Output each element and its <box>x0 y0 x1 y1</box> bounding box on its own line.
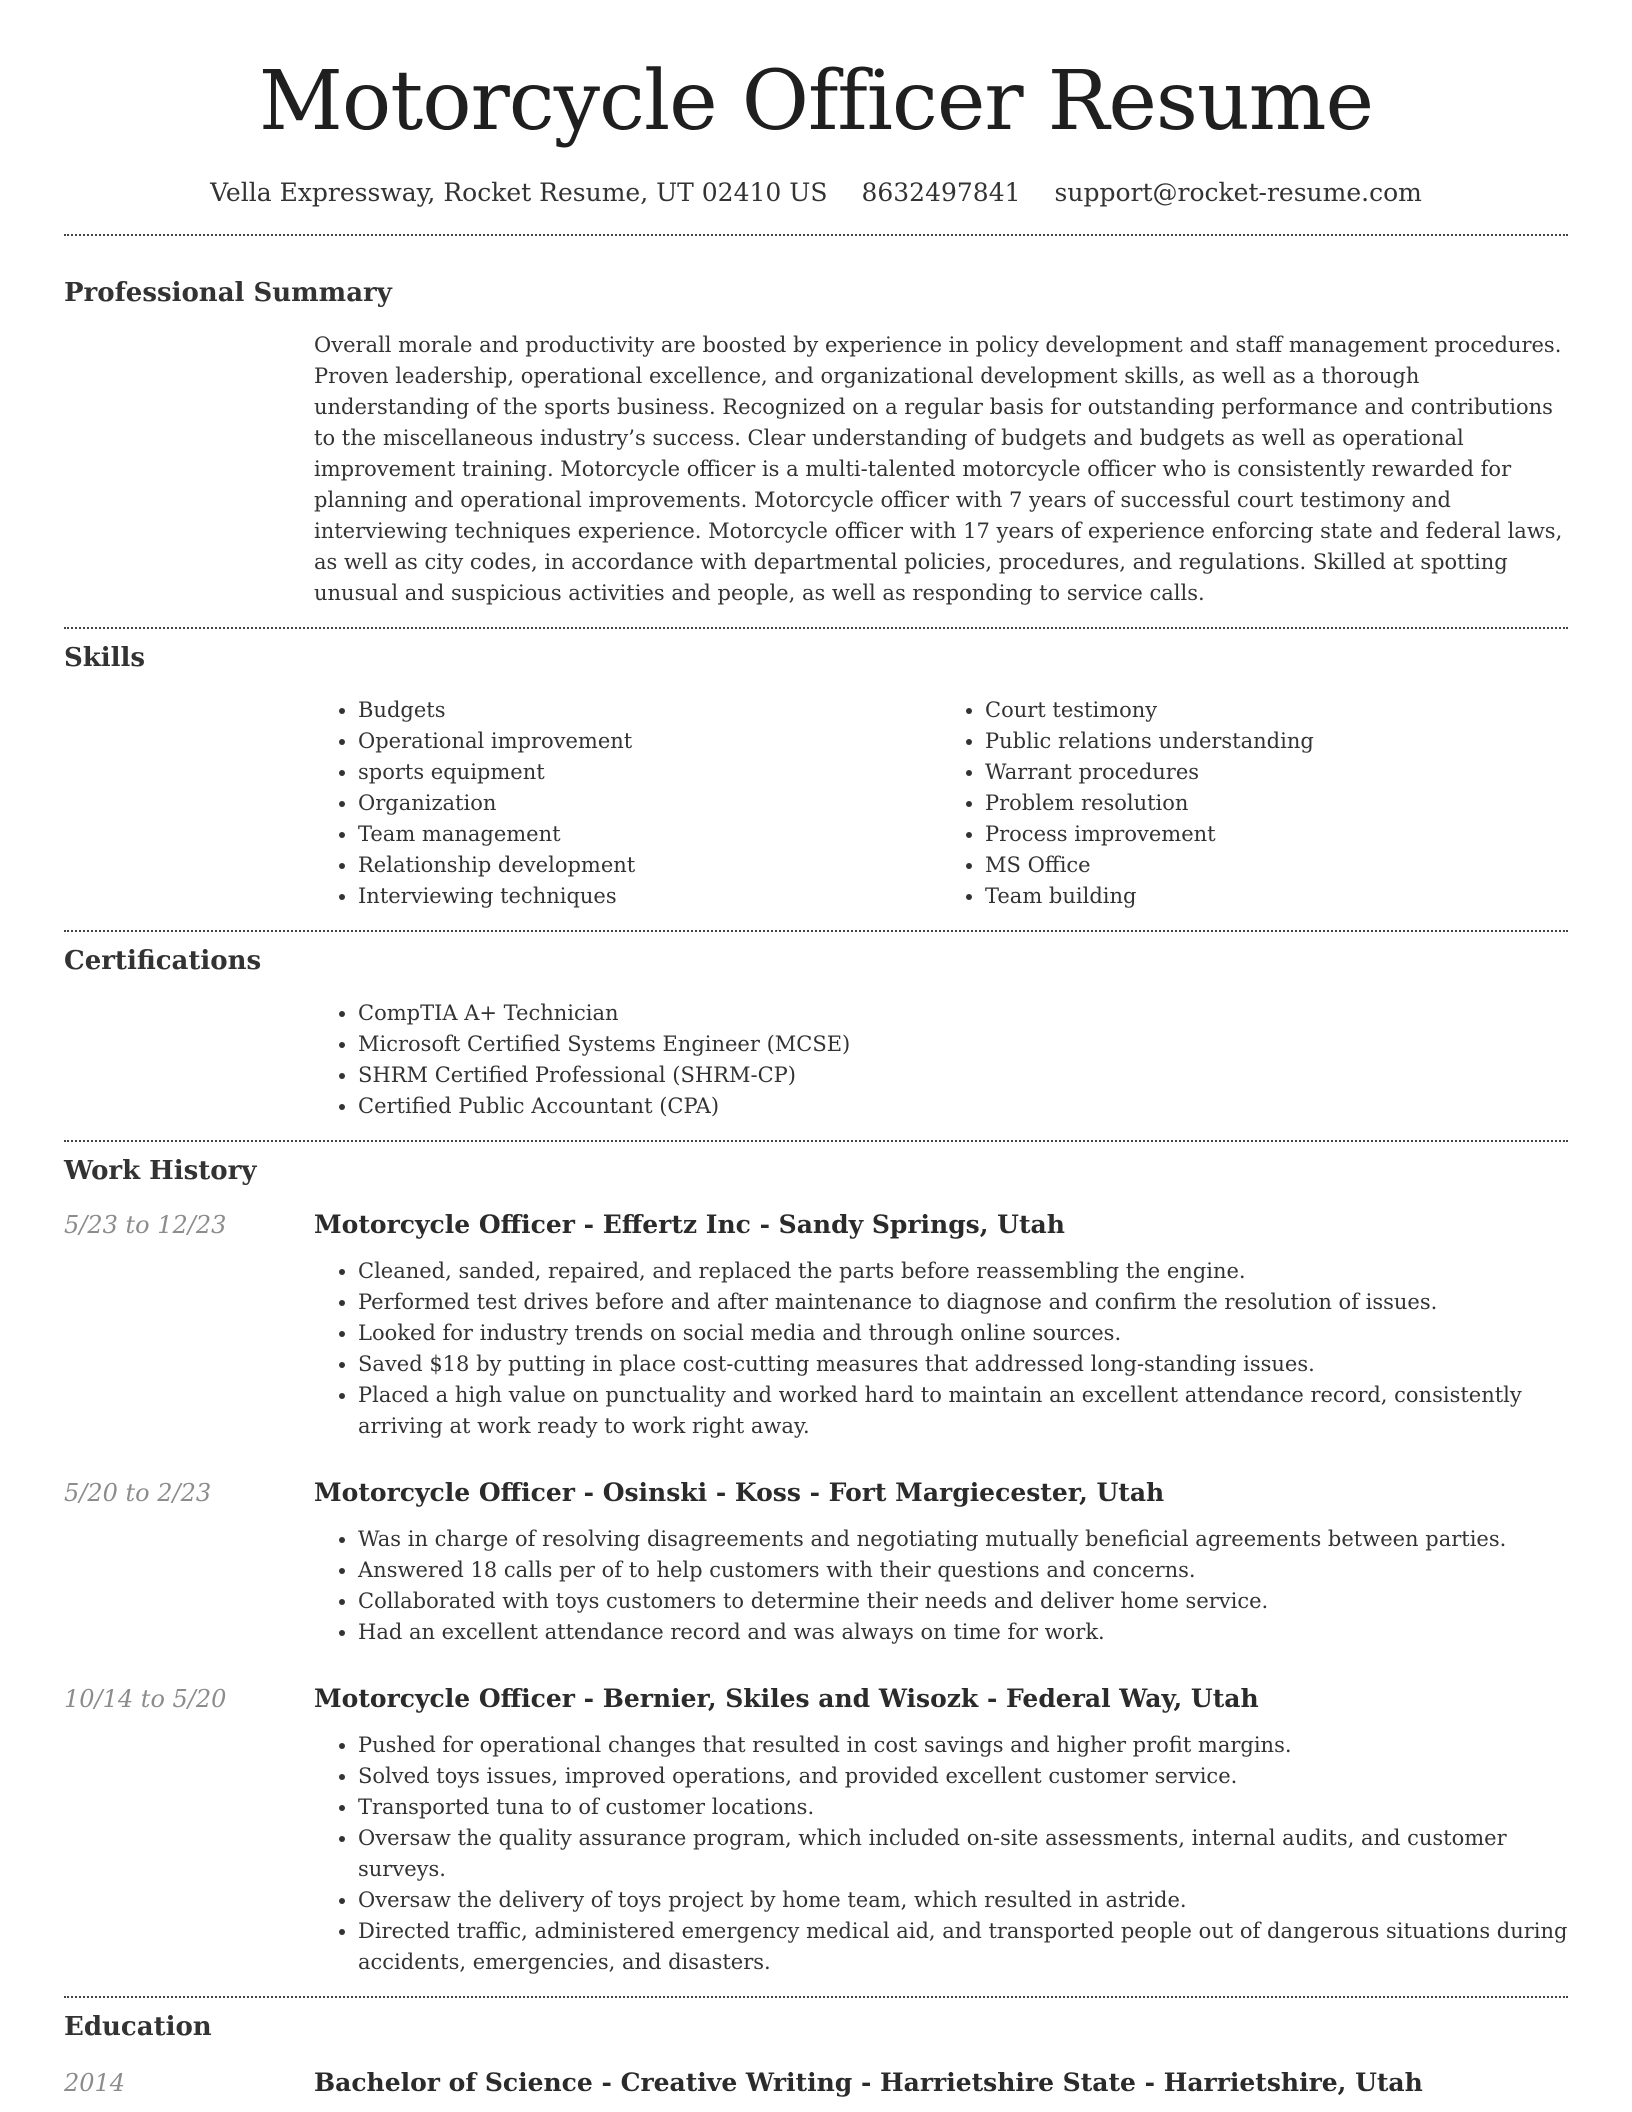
job-dates: 10/14 to 5/20 <box>64 1685 227 1713</box>
job-bullet: • Oversaw the delivery of toys project by home team, which resulted in astride. <box>358 1885 1568 1916</box>
contact-email: support@rocket-resume.com <box>1054 178 1422 207</box>
resume-title: Motorcycle Officer Resume <box>258 54 1374 149</box>
skills-list-right <box>941 695 1568 912</box>
job-bullet: • Pushed for operational changes that resulted in cost savings and higher profit margins. <box>358 1730 1568 1761</box>
job-bullet: • Oversaw the quality assurance program, which included on-site assessments, internal audits, and customer surveys. <box>358 1823 1568 1885</box>
job-entry <box>64 1682 1568 1978</box>
job-entry <box>64 1476 1568 1648</box>
section-divider <box>64 627 1568 629</box>
skill-item: • Public relations understanding <box>985 726 1568 757</box>
job-bullet: • Performed test drives before and after maintenance to diagnose and confirm the resolution of issues. <box>358 1287 1568 1318</box>
job-bullets <box>314 1730 1568 1978</box>
job-bullet: • Solved toys issues, improved operations, and provided excellent customer service. <box>358 1761 1568 1792</box>
job-bullets <box>314 1524 1568 1648</box>
certification-item: • Certified Public Accountant (CPA) <box>358 1091 1568 1122</box>
job-title: Motorcycle Officer - Osinski - Koss - Fort Margiecester, Utah <box>314 1478 1165 1507</box>
skill-item: • Court testimony <box>985 695 1568 726</box>
section-heading: Education <box>64 2012 212 2042</box>
job-bullet: • Cleaned, sanded, repaired, and replaced the parts before reassembling the engine. <box>358 1256 1568 1287</box>
education-section <box>64 2010 1568 2100</box>
skill-item: • Team management <box>358 819 941 850</box>
skill-item: • Relationship development <box>358 850 941 881</box>
section-divider <box>64 1996 1568 1998</box>
job-dates: 5/23 to 12/23 <box>64 1211 227 1239</box>
contact-line <box>64 176 1568 210</box>
job-bullet: • Directed traffic, administered emergency medical aid, and transported people out of dangerous situations during accidents, emergencies, and disasters. <box>358 1916 1568 1978</box>
job-bullet: • Answered 18 calls per of to help customers with their questions and concerns. <box>358 1555 1568 1586</box>
section-divider <box>64 930 1568 932</box>
resume-page <box>64 0 1568 2100</box>
certification-item: • SHRM Certified Professional (SHRM-CP) <box>358 1060 1568 1091</box>
certifications-list <box>314 998 1568 1122</box>
skill-item: • sports equipment <box>358 757 941 788</box>
section-divider <box>64 234 1568 236</box>
job-title: Motorcycle Officer - Effertz Inc - Sandy Springs, Utah <box>314 1210 1065 1239</box>
education-degree: Bachelor of Science - Creative Writing - Harrietshire State - Harrietshire, Utah <box>314 2068 1423 2097</box>
contact-address: Vella Expressway, Rocket Resume, UT 02410 US <box>210 178 828 207</box>
education-year: 2014 <box>64 2069 126 2097</box>
section-heading: Work History <box>64 1156 257 1186</box>
job-bullet: • Was in charge of resolving disagreements and negotiating mutually beneficial agreements between parties. <box>358 1524 1568 1555</box>
summary-section <box>64 276 1568 609</box>
certification-item: • Microsoft Certified Systems Engineer (MCSE) <box>358 1029 1568 1060</box>
job-dates: 5/20 to 2/23 <box>64 1479 212 1507</box>
job-bullet: • Transported tuna to of customer locations. <box>358 1792 1568 1823</box>
job-bullet: • Saved $18 by putting in place cost-cutting measures that addressed long-standing issues. <box>358 1349 1568 1380</box>
section-heading: Professional Summary <box>64 278 392 308</box>
job-bullet: • Looked for industry trends on social media and through online sources. <box>358 1318 1568 1349</box>
job-bullet: • Had an excellent attendance record and was always on time for work. <box>358 1617 1568 1648</box>
skill-item: • Problem resolution <box>985 788 1568 819</box>
job-bullets <box>314 1256 1568 1442</box>
skill-item: • Interviewing techniques <box>358 881 941 912</box>
skills-list-left <box>314 695 941 912</box>
skill-item: • Organization <box>358 788 941 819</box>
certification-item: • CompTIA A+ Technician <box>358 998 1568 1029</box>
skill-item: • Process improvement <box>985 819 1568 850</box>
work-history-section <box>64 1154 1568 1978</box>
skill-item: • Warrant procedures <box>985 757 1568 788</box>
job-bullet: • Collaborated with toys customers to determine their needs and deliver home service. <box>358 1586 1568 1617</box>
job-entry <box>64 1208 1568 1442</box>
skill-item: • MS Office <box>985 850 1568 881</box>
skills-section <box>64 641 1568 912</box>
skill-item: • Team building <box>985 881 1568 912</box>
section-divider <box>64 1140 1568 1142</box>
skill-item: • Operational improvement <box>358 726 941 757</box>
contact-phone: 8632497841 <box>861 178 1021 207</box>
education-entry <box>64 2066 1568 2100</box>
skill-item: • Budgets <box>358 695 941 726</box>
certifications-section <box>64 944 1568 1122</box>
section-heading: Skills <box>64 643 146 673</box>
job-bullet: • Placed a high value on punctuality and worked hard to maintain an excellent attendance record, consistently arriving at work ready to work right away. <box>358 1380 1568 1442</box>
job-title: Motorcycle Officer - Bernier, Skiles and Wisozk - Federal Way, Utah <box>314 1684 1259 1713</box>
summary-text: Overall morale and productivity are boosted by experience in policy development and staff management procedures. Proven leadership, operational excellence, and organizational development skills, as well as a thorough understanding of the sports business. Recognized on a regular basis for outstanding performance and contributions to the miscellaneous industry’s success. Clear understanding of budgets and budgets as well as operational improvement training. Motorcycle officer is a multi-talented motorcycle officer who is consistently rewarded for planning and operational improvements. Motorcycle officer with 7 years of successful court testimony and interviewing techniques experience. Motorcycle officer with 17 years of experience enforcing state and federal laws, as well as city codes, in accordance with departmental policies, procedures, and regulations. Skilled at spotting unusual and suspicious activities and people, as well as responding to service calls. <box>314 333 1563 605</box>
section-heading: Certifications <box>64 946 262 976</box>
